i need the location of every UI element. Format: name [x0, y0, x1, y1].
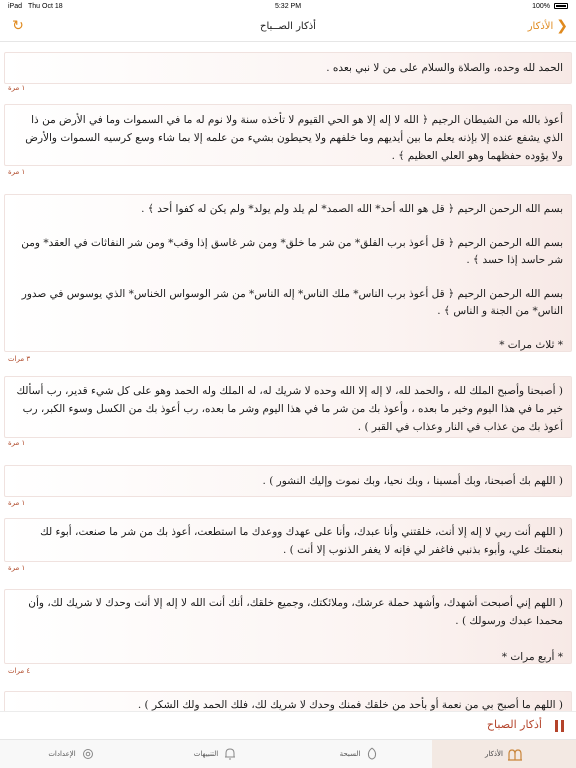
tab-label: السبحة [339, 750, 361, 758]
dhikr-card[interactable] [4, 465, 572, 497]
dhikr-card[interactable] [4, 104, 572, 166]
audio-player [0, 711, 576, 739]
pause-bar-right [561, 720, 564, 732]
mosque-icon [507, 747, 523, 761]
dhikr-text: بسم الله الرحمن الرحيم ﴿ قل هو الله أحد* الله الصمد* لم يلد ولم يولد* ولم يكن له كفوا أحد ﴾ . بسم الله الرحمن الرحيم ﴿ قل أعوذ برب الفلق* من شر ما خلق* ومن شر غاسق إذا وقب* ومن شر النفاثات في العقد* ومن شر حاسد إذا حسد ﴾ . بسم الله الرحمن الرحيم ﴿ قل أعوذ برب الناس* ملك الناس* إله الناس* من شر الوسواس الخناس* الذي يوسوس في صدور الناس* من الجنة و الناس ﴾ . * ثلاث مرات * [21, 203, 563, 351]
pause-bar-left [555, 720, 558, 732]
battery-percent: 100% [532, 2, 550, 10]
dhikr-card[interactable] [4, 691, 572, 711]
tab-label: التنبيهات [193, 750, 219, 758]
repeat-count: ١ مرة [8, 84, 26, 92]
date-label: Thu Oct 18 [28, 2, 63, 10]
dhikr-card[interactable] [4, 52, 572, 84]
gear-icon [80, 747, 96, 761]
player-title: أذكار الصباح [486, 718, 542, 731]
dhikr-text: الحمد لله وحده، والصلاة والسلام على من لا نبي بعده . [326, 62, 563, 74]
dhikr-card[interactable] [4, 194, 572, 352]
repeat-count: ١ مرة [8, 499, 26, 507]
dhikr-text: ( أصبحنا وأصبح الملك لله ، والحمد لله، لا إله إلا الله وحده لا شريك له، له الملك وله الحمد وهو على كل شيء قدير، رب أسألك خير ما في هذا اليوم وخير ما بعده ، وأعوذ بك من شر ما في هذا اليوم وشر ما بعده، رب أعوذ بك من الكسل وسوء الكبر، رب أعوذ بك من عذاب في النار وعذاب في القبر ) . [16, 385, 563, 433]
tasbih-icon [364, 747, 380, 761]
tab-alerts[interactable] [144, 740, 288, 768]
pause-button[interactable] [554, 720, 566, 732]
repeat-count: ١ مرة [8, 439, 26, 447]
battery-icon [554, 3, 568, 9]
nav-bar [0, 12, 576, 42]
page-title: أذكار الصــباح [260, 21, 316, 32]
bell-icon [222, 747, 238, 761]
repeat-count: ٤ مرات [8, 667, 31, 675]
repeat-count: ١ مرة [8, 564, 26, 572]
repeat-count: ٣ مرات [8, 355, 31, 363]
dhikr-text: ( اللهم بك أصبحنا، وبك أمسينا ، وبك نحيا، وبك نموت وإليك النشور ) . [262, 475, 563, 487]
repeat-count: ١ مرة [8, 168, 26, 176]
tab-label: الإعدادات [48, 750, 76, 758]
chevron-right-icon: ❯ [556, 18, 568, 34]
dhikr-card[interactable] [4, 518, 572, 562]
dhikr-text: أعوذ بالله من الشيطان الرجيم ﴿ الله لا إله إلا هو الحي القيوم لا تأخذه سنة ولا نوم له ما في السموات وما في الأرض من ذا الذي يشفع عنده إلا بإذنه يعلم ما بين أيديهم وما خلفهم ولا يحيطون بشيء من علمه إلا بما شاء وسع كرسيه السموات والأرض ولا يؤوده حفظهما وهو العلي العظيم ﴾ . [25, 114, 563, 162]
dhikr-text: ( اللهم إني أصبحت أشهدك، وأشهد حملة عرشك، وملائكتك، وجميع خلقك، أنك أنت الله لا إله إلا أنت وحدك لا شريك لك، وأن محمدا عبدك ورسولك ) . * أربع مرات * [28, 597, 563, 663]
dhikr-card[interactable] [4, 376, 572, 438]
dhikr-card[interactable] [4, 589, 572, 664]
carrier-label: iPad [8, 2, 23, 10]
status-bar [0, 0, 576, 12]
tab-settings[interactable] [0, 740, 144, 768]
adhkar-list[interactable] [0, 43, 576, 711]
back-label: الأذكار [527, 20, 554, 32]
refresh-icon[interactable]: ↻ [12, 18, 24, 34]
dhikr-text: ( اللهم ما أصبح بي من نعمة أو بأحد من خلقك فمنك وحدك لا شريك لك، فلك الحمد ولك الشكر ) . [137, 699, 563, 711]
back-button[interactable] [528, 19, 568, 33]
tab-tasbih[interactable] [288, 740, 432, 768]
tab-label: الأذكار [485, 750, 503, 758]
tab-bar [0, 739, 576, 768]
time-label: 5:32 PM [274, 2, 302, 10]
tab-adhkar[interactable] [432, 740, 576, 768]
dhikr-text: ( اللهم أنت ربي لا إله إلا أنت، خلقتني وأنا عبدك، وأنا على عهدك ووعدك ما استطعت، أعوذ بك من شر ما صنعت، أبوء لك بنعمتك علي، وأبوء بذنبي فاغفر لي فإنه لا يغفر الذنوب إلا أنت ) . [40, 526, 563, 556]
